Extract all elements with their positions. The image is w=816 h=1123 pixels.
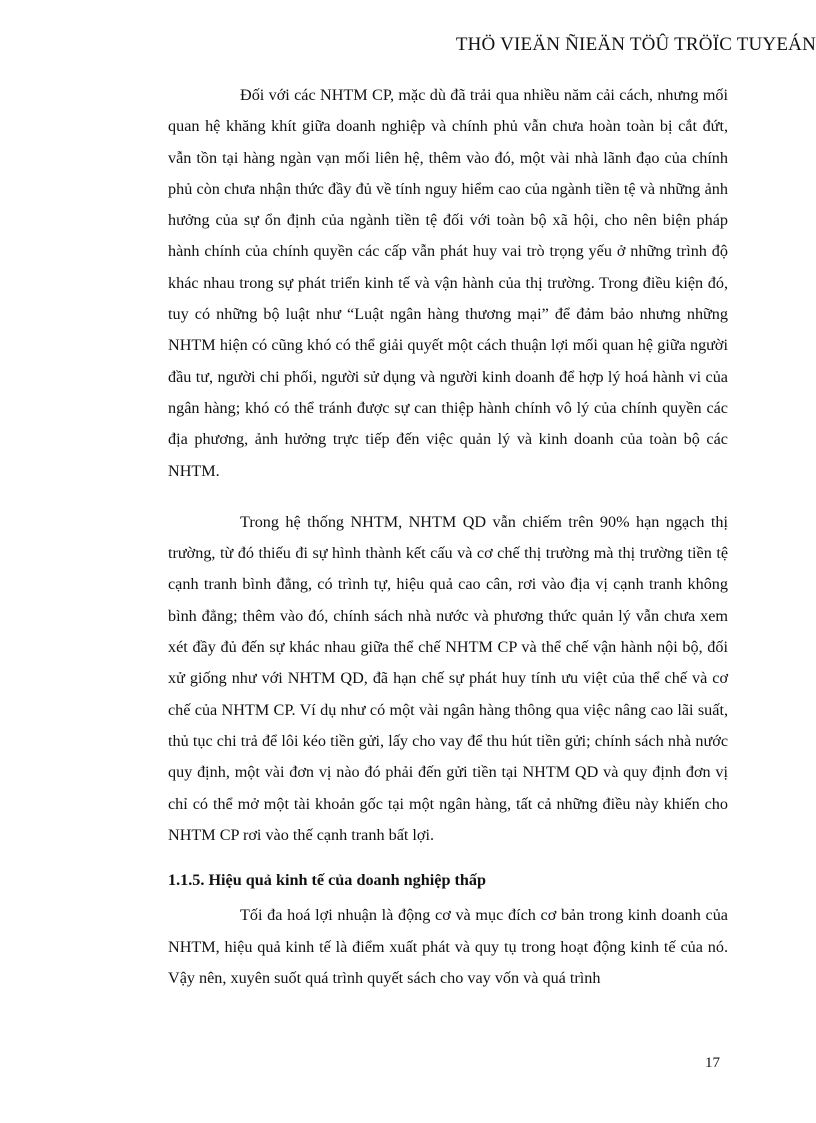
paragraph-1: Đối với các NHTM CP, mặc dù đã trải qua nhiều năm cải cách, nhưng mối quan hệ khăng khít giữa doanh nghiệp và chính phủ vẫn chưa hoàn toàn bị cắt đứt, vẫn tồn tại hàng ngàn vạn mối liên hệ, thêm vào đó, một vài nhà lãnh đạo của chính phủ còn chưa nhận thức đầy đủ về tính nguy hiểm cao của ngành tiền tệ và những ảnh hưởng của sự ổn định của ngành tiền tệ đối với toàn bộ xã hội, cho nên biện pháp hành chính của chính quyền các cấp vẫn phát huy vai trò trọng yếu ở những trình độ khác nhau trong sự phát triển kinh tế và vận hành của thị trường. Trong điều kiện đó, tuy có những bộ luật như “Luật ngân hàng thương mại” để đảm bảo nhưng những NHTM hiện có cũng khó có thể giải quyết một cách thuận lợi mối quan hệ giữa người đầu tư, người chi phối, người sử dụng và người kinh doanh để hợp lý hoá hành vi của ngân hàng; khó có thể tránh được sự can thiệp hành chính vô lý của chính quyền các địa phương, ảnh hưởng trực tiếp đến việc quản lý và kinh doanh của toàn bộ các NHTM. (168, 86, 728, 480)
section-heading: 1.1.5. Hiệu quả kinh tế của doanh nghiệp thấp (168, 871, 487, 890)
page-number: 17 (705, 1055, 720, 1071)
document-body (168, 80, 728, 994)
page-header: THÖ VIEÄN ÑIEÄN TÖÛ TRÖÏC TUYEÁN (455, 34, 816, 55)
paragraph-2: Trong hệ thống NHTM, NHTM QD vẫn chiếm trên 90% hạn ngạch thị trường, từ đó thiếu đi sự hình thành kết cấu và cơ chế thị trường mà thị trường tiền tệ cạnh tranh bình đẳng, có trình tự, hiệu quả cao cân, rơi vào địa vị cạnh tranh không bình đẳng; thêm vào đó, chính sách nhà nước và phương thức quản lý vẫn chưa xem xét đầy đủ đến sự khác nhau giữa thể chế NHTM CP và thể chế vận hành nội bộ, đối xử giống như với NHTM QD, đã hạn chế sự phát huy tính ưu việt của thể chế và cơ chế của NHTM CP. Ví dụ như có một vài ngân hàng thông qua việc nâng cao lãi suất, thủ tục chi trả để lôi kéo tiền gửi, lấy cho vay để thu hút tiền gửi; chính sách nhà nước quy định, một vài đơn vị nào đó phải đến gửi tiền tại NHTM QD và quy định đơn vị chỉ có thể mở một tài khoản gốc tại một ngân hàng, tất cả những điều này khiến cho NHTM CP rơi vào thế cạnh tranh bất lợi. (168, 512, 728, 844)
paragraph-3: Tối đa hoá lợi nhuận là động cơ và mục đích cơ bản trong kinh doanh của NHTM, hiệu quả kinh tế là điểm xuất phát và quy tụ trong hoạt động kinh tế của nó. Vậy nên, xuyên suốt quá trình quyết sách cho vay vốn và quá trình (168, 906, 728, 988)
